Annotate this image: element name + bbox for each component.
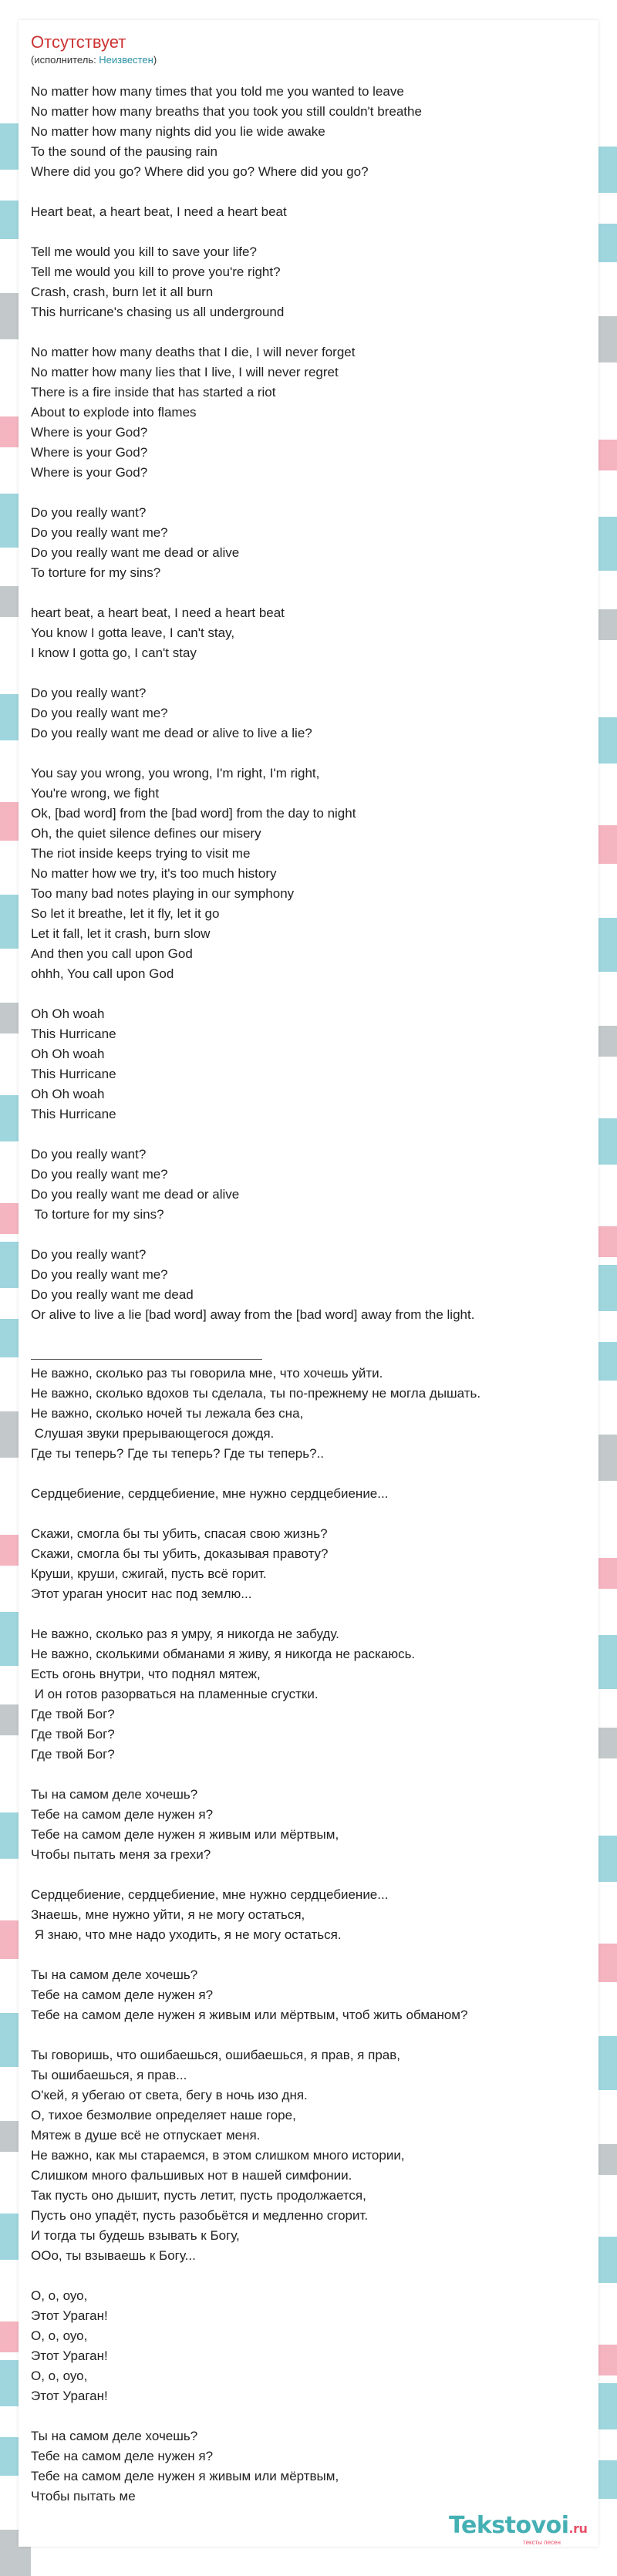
original-lyrics: No matter how many times that you told me you wanted to leave No matter how many breaths that you took you still couldn't breathe No matter how many nights did you lie wide awake To the sound of the pausing rain Where did you go? Where did you go? Where did you go? Heart beat, a heart beat, I need a heart beat Tell me would you kill to save your life? Tell me would you kill to prove you're right? Crash, crash, burn let it all burn This hurricane's chasing us all underground No matter how many deaths that I die, I will never forget No matter how many lies that I live, I will never regret There is a fire inside that has started a riot About to explode into flames Where is your God? Where is your God? Where is your God? Do you really want? Do you really want me? Do you really want me dead or alive To torture for my sins? heart beat, a heart beat, I need a heart beat You know I gotta leave, I can't stay, I know I gotta go, I can't stay Do you really want? Do you really want me? Do you really want me dead or alive to live a lie? You say you wrong, you wrong, I'm right, I'm right, You're wrong, we fight Ok, [bad word] from the [bad word] from the day to night Oh, the quiet silence defines our misery The riot inside keeps trying to visit me No matter how we try, it's too much history Too many bad notes playing in our symphony So let it breathe, let it fly, let it go Let it fall, let it crash, burn slow And then you call upon God ohhh, You call upon God Oh Oh woah This Hurricane Oh Oh woah This Hurricane Oh Oh woah This Hurricane Do you really want? Do you really want me? Do you really want me dead or alive To torture for my sins? Do you really want? Do you really want me? Do you really want me dead Or alive to live a lie [bad word] away from the [bad word] away from the light. <box>31 84 475 1322</box>
performer-link[interactable]: Неизвестен <box>99 54 153 66</box>
translation-lyrics: Не важно, сколько раз ты говорила мне, что хочешь уйти. Не важно, сколько вдохов ты сделала, ты по-прежнему не могла дышать. Не важно, сколько ночей ты лежала без сна, Слушая звуки прерывающегося дождя. Где ты теперь? Где ты теперь? Где ты теперь?.. Сердцебиение, сердцебиение, мне нужно сердцебиение... Скажи, смогла бы ты убить, спасая свою жизнь? Скажи, смогла бы ты убить, доказывая правоту? Круши, круши, сжигай, пусть всё горит. Этот ураган уносит нас под землю... Не важно, сколько раз я умру, я никогда не забуду. Не важно, сколькими обманами я живу, я никогда не раскаюсь. Есть огонь внутри, что поднял мятеж, И он готов разорваться на пламенные сгустки. Где твой Бог? Где твой Бог? Где твой Бог? Ты на самом деле хочешь? Тебе на самом деле нужен я? Тебе на самом деле нужен я живым или мёртвым, Чтобы пытать меня за грехи? Сердцебиение, сердцебиение, мне нужно сердцебиение... Знаешь, мне нужно уйти, я не могу остаться, Я знаю, что мне надо уходить, я не могу остаться. Ты на самом деле хочешь? Тебе на самом деле нужен я? Тебе на самом деле нужен я живым или мёртвым, чтоб жить обманом? Ты говоришь, что ошибаешься, ошибаешься, я прав, я прав, Ты ошибаешься, я прав... О'кей, я убегаю от света, бегу в ночь изо дня. О, тихое безмолвие определяет наше горе, Мятеж в душе всё не отпускает меня. Не важно, как мы стараемся, в этом слишком много истории, Слишком много фальшивых нот в нашей симфонии. Так пусть оно дышит, пусть летит, пусть продолжается, Пусть оно упадёт, пусть разобьётся и медленно сгорит. И тогда ты будешь взывать к Богу, ООо, ты взываешь к Богу... О, о, оуо, Этот Ураган! О, о, оуо, Этот Ураган! О, о, оуо, Этот Ураган! Ты на самом деле хочешь? Тебе на самом деле нужен я? Тебе на самом деле нужен я живым или мёртвым, Чтобы пытать ме <box>31 1366 481 2504</box>
logo-domain: .ru <box>568 2521 588 2536</box>
performer-prefix: (исполнитель: <box>31 54 99 66</box>
performer-line <box>31 54 157 66</box>
performer-suffix: ) <box>153 54 157 66</box>
logo-wordmark <box>449 2513 595 2542</box>
section-divider <box>31 1359 262 1360</box>
logo-main-text: Tekstovoi <box>449 2512 569 2539</box>
logo-tagline: тексты песен <box>523 2539 561 2546</box>
site-logo[interactable] <box>449 2513 595 2547</box>
song-title: Отсутствует <box>31 32 126 52</box>
lyrics-card <box>19 20 598 2547</box>
